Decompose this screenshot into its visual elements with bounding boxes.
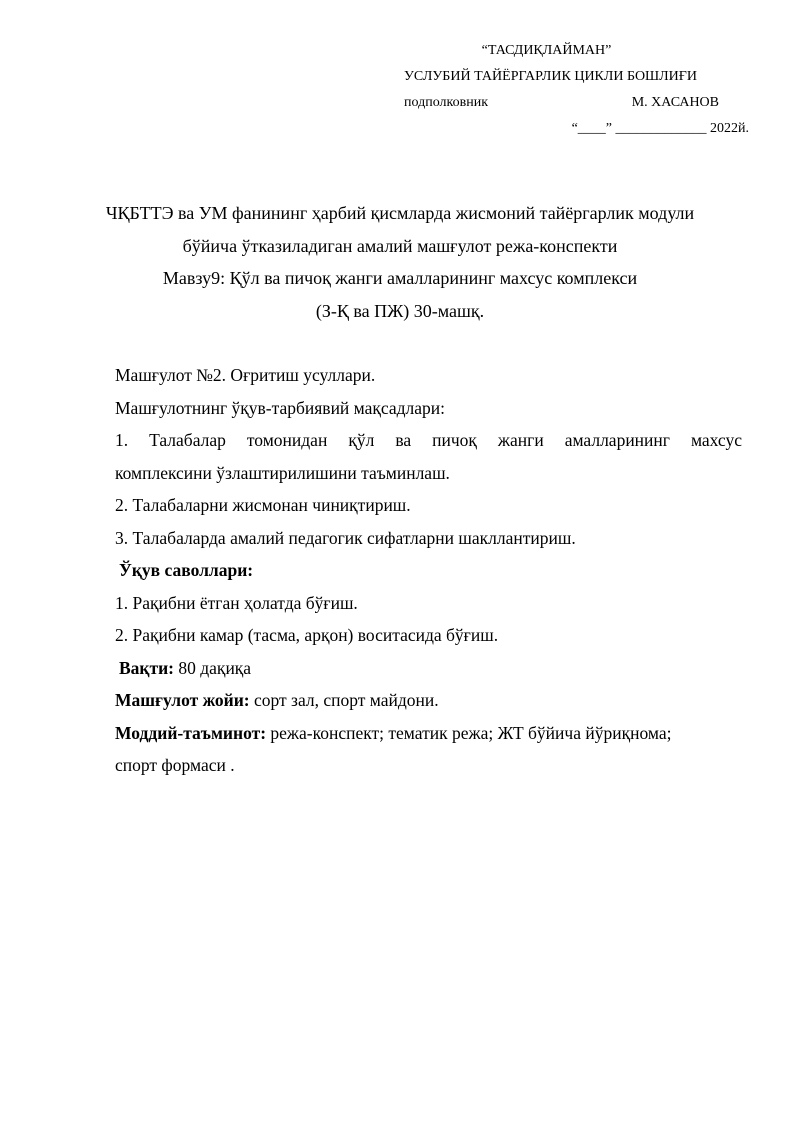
approval-block: [404, 38, 749, 142]
title-line-1: ЧҚБТТЭ ва УМ фанининг ҳарбий қисмларда жисмоний тайёргарлик модули: [105, 203, 695, 223]
title-line-4: (З-Қ ва ПЖ) 30-машқ.: [315, 300, 485, 321]
goal-3: 3. Талабаларда амалий педагогик сифатларни шакллантириш.: [115, 527, 576, 548]
goal-1-line-2: комплексини ўзлаштирилишини таъминлаш.: [115, 462, 450, 483]
time-row: [115, 652, 742, 685]
approval-date: “____” _____________ 2022й.: [571, 121, 749, 136]
goal-1: [115, 424, 742, 489]
materials-row-2: спорт формаси .: [115, 755, 235, 775]
goals-heading: Машғулотнинг ўқув-тарбиявий мақсадлари:: [115, 397, 446, 418]
question-2: 2. Рақибни камар (тасма, арқон) воситасида бўғиш.: [115, 625, 499, 645]
document-body: [115, 359, 742, 782]
time-value: 80 дақиқа: [174, 657, 252, 678]
materials-label: Моддий-таъминот:: [115, 722, 267, 743]
materials-row: [115, 717, 742, 750]
approval-stamp: “ТАСДИҚЛАЙМАН”: [481, 43, 612, 58]
question-1: 1. Рақибни ётган ҳолатда бўғиш.: [115, 592, 358, 613]
lesson-title: Машғулот №2. Оғритиш усуллари.: [115, 365, 376, 385]
title-line-3: Мавзу9: Қўл ва пичоқ жанги амалларининг махсус комплекси: [162, 268, 638, 288]
place-label: Машғулот жойи:: [115, 690, 250, 710]
approval-signatory: [404, 90, 749, 116]
goal-1-line-1: 1. Талабалар томонидан қўл ва пичоқ жанги амалларининг махсус: [115, 430, 742, 450]
approval-position: УСЛУБИЙ ТАЙЁРГАРЛИК ЦИКЛИ БОШЛИҒИ: [404, 69, 697, 84]
document-title: [80, 197, 720, 327]
approval-rank: подполковник: [404, 95, 488, 110]
materials-value: режа-конспект; тематик режа; ЖТ бўйича йўриқнома;: [266, 722, 672, 743]
goal-2: 2. Талабаларни жисмонан чиниқтириш.: [115, 495, 411, 515]
time-label: Вақти:: [119, 657, 175, 678]
questions-heading: Ўқув саволлари:: [119, 560, 254, 580]
place-row: [115, 684, 742, 717]
approval-name: М. ХАСАНОВ: [631, 95, 719, 110]
place-value: сорт зал, спорт майдони.: [249, 690, 439, 710]
title-line-2: бўйича ўтказиладиган амалий машғулот режа-конспекти: [182, 235, 618, 256]
